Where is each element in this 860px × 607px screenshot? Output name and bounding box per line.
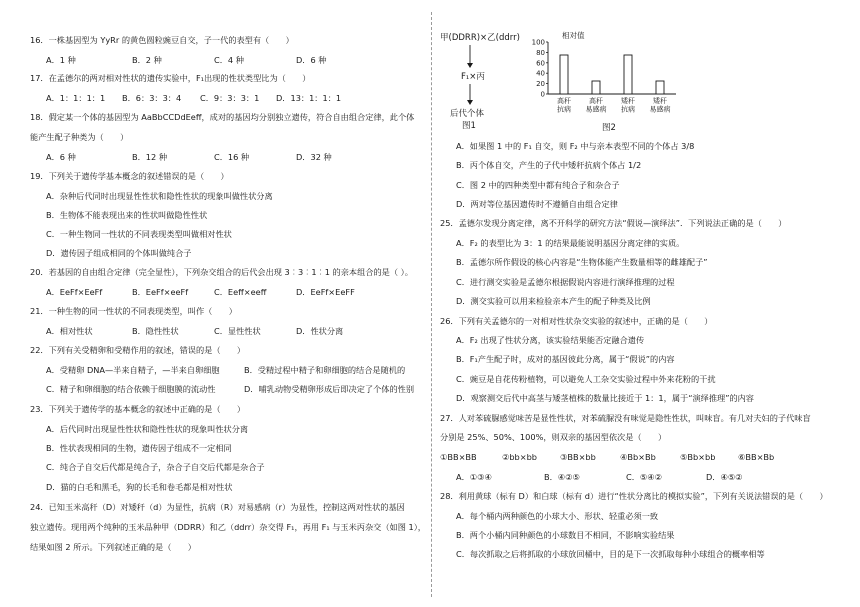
chart-category-label: 易感病 (649, 105, 671, 114)
q27-genotype-3: ③BB×bb (560, 452, 596, 462)
q17-option-b: B．6：3：3：4 (122, 93, 182, 103)
q19-option-a: A．杂种后代同时出现显性性状和隐性性状的现象叫做性状分离 (46, 191, 273, 201)
question-24-stem-line1: 24．已知玉米高秆（D）对矮秆（d）为显性，抗病（R）对易感病（r）为显性，控制这两对性状的基因 (30, 502, 405, 512)
question-18-stem-line1: 18．假定某一个体的基因型为 AaBbCCDdEeff，成对的基因均分别独立遗传，符合自由组合定律，此个体 (30, 112, 415, 122)
q27-genotype-6: ⑥BB×Bb (738, 452, 775, 462)
q20-option-a: A．EeFf×EeFf (46, 287, 103, 297)
question-21-stem: 21．一种生物的同一性状的不同表现类型，叫作（ ） (30, 306, 237, 316)
question-19-stem: 19．下列关于遗传学基本概念的叙述错误的是（ ） (30, 171, 229, 181)
question-27-stem-line1: 27．人对苯硫脲感觉味苦是显性性状，对苯硫脲没有味觉是隐性性状，叫味盲。有几对夫妇的子代味盲 (440, 413, 811, 423)
chart-caption: 图2 (602, 123, 616, 133)
question-28-stem: 28．利用黄球（标有 D）和白球（标有 d）进行“性状分离比的模拟实验”，下列有关说法错误的是（ ） (440, 491, 828, 501)
q27-option-b: B．④②⑤ (544, 472, 580, 482)
q24-option-c: C．图 2 中的四种类型中都有纯合子和杂合子 (456, 180, 620, 190)
q17-option-d: D．13：1：1：1 (276, 93, 342, 103)
question-18-stem-line2: 能产生配子种类为（ ） (30, 132, 129, 142)
q23-option-b: B．性状表现相同的生物，遗传因子组成不一定相同 (46, 443, 232, 453)
q21-option-d: D．性状分离 (296, 326, 344, 336)
q18-option-a: A．6 种 (46, 152, 76, 162)
q25-option-d: D．测交实验可以用来检验亲本产生的配子种类及比例 (456, 296, 651, 306)
q21-option-a: A．相对性状 (46, 326, 93, 336)
fig1-offspring-label: 后代个体 (450, 109, 485, 119)
question-24-stem-line3: 结果如图 2 所示。下列叙述正确的是（ ） (30, 542, 196, 552)
chart-category-label: 高秆 (589, 97, 603, 105)
question-24-figure (440, 30, 680, 138)
fig1-arrowhead-1 (467, 63, 473, 68)
q16-option-a: A．1 种 (46, 55, 76, 65)
q27-genotype-1: ①BB×BB (440, 452, 477, 462)
fig1-cross-label: 甲(DDRR)×乙(ddrr) (440, 33, 520, 43)
q24-option-d: D．两对等位基因遗传时不遵循自由组合定律 (456, 199, 618, 209)
q26-option-c: C．豌豆是自花传粉植物，可以避免人工杂交实验过程中外来花粉的干扰 (456, 374, 716, 384)
q23-option-a: A．后代同时出现显性性状和隐性性状的现象叫性状分离 (46, 424, 249, 434)
q16-option-b: B．2 种 (132, 55, 162, 65)
question-17-stem: 17．在孟德尔的两对相对性状的遗传实验中，F₁出现的性状类型比为（ ） (30, 73, 311, 83)
question-27-stem-line2: 分别是 25%、50%、100%，则双亲的基因型依次是（ ） (440, 432, 667, 442)
fig1-caption: 图1 (462, 121, 476, 131)
q22-option-b: B．受精过程中精子和卵细胞的结合是随机的 (244, 365, 406, 375)
fig2-bar-chart (532, 30, 676, 133)
question-22-stem: 22．下列有关受精卵和受精作用的叙述，错误的是（ ） (30, 345, 246, 355)
chart-ytick-label: 20 (536, 80, 545, 89)
q19-option-d: D．遗传因子组成相同的个体叫做纯合子 (46, 248, 192, 258)
question-25-stem: 25．孟德尔发现分离定律，离不开科学的研究方法“假说—演绎法”．下列说法正确的是（ ） (440, 218, 787, 228)
q28-option-c: C．每次抓取之后将抓取的小球放回桶中，目的是下一次抓取每种小球组合的概率相等 (456, 549, 765, 559)
chart-ytick-label: 40 (536, 69, 545, 78)
fig1-f1-label: F₁×丙 (461, 72, 485, 82)
question-26-stem: 26．下列有关孟德尔的一对相对性状杂交实验的叙述中，正确的是（ ） (440, 316, 713, 326)
q22-option-c: C．精子和卵细胞的结合依赖于细胞膜的流动性 (46, 384, 216, 394)
fig1-arrowhead-2 (467, 100, 473, 105)
chart-ytick-label: 80 (536, 48, 545, 57)
column-divider (431, 12, 432, 597)
q19-option-b: B．生物体不能表现出来的性状叫做隐性性状 (46, 210, 208, 220)
q23-option-d: D．猫的白毛和黑毛，狗的长毛和卷毛都是相对性状 (46, 482, 233, 492)
q24-option-b: B．丙个体自交，产生的子代中矮秆抗病个体占 1/2 (456, 160, 642, 170)
q20-option-c: C．Eeff×eeff (214, 287, 267, 297)
q26-option-a: A．F₂ 出现了性状分离，该实验结果能否定融合遗传 (456, 335, 645, 345)
chart-category-label: 高秆 (557, 97, 571, 105)
chart-bar (592, 81, 600, 94)
chart-ytick-label: 0 (540, 90, 545, 99)
q21-option-c: C．显性性状 (214, 326, 261, 336)
q27-option-c: C．⑤④② (626, 472, 662, 482)
question-23-stem: 23．下列关于遗传学的基本概念的叙述中正确的是（ ） (30, 404, 246, 414)
chart-ylabel: 相对值 (562, 31, 585, 40)
q26-option-d: D．观察测交后代中高茎与矮茎植株的数量比接近于 1：1，属于“演绎推理”的内容 (456, 393, 754, 403)
q28-option-b: B．两个小桶内同种颜色的小球数目不相同，不影响实验结果 (456, 530, 675, 540)
q27-genotype-2: ②bb×bb (502, 452, 537, 462)
chart-category-label: 抗病 (557, 105, 571, 114)
q26-option-b: B．F₁产生配子时，成对的基因彼此分离，属于“假说”的内容 (456, 354, 675, 364)
q27-option-a: A．①③④ (456, 472, 492, 482)
q17-option-c: C．9：3：3：1 (200, 93, 260, 103)
q16-option-d: D．6 种 (296, 55, 327, 65)
q20-option-d: D．EeFf×EeFF (296, 287, 355, 297)
chart-category-label: 易感病 (585, 105, 607, 114)
chart-category-label: 矮秆 (653, 97, 667, 105)
q27-genotype-4: ④Bb×Bb (620, 452, 656, 462)
q22-option-d: D．哺乳动物受精卵形成后即决定了个体的性别 (244, 384, 415, 394)
chart-ytick-label: 100 (531, 38, 545, 47)
question-20-stem: 20．若基因的自由组合定律（完全显性），下列杂交组合的后代会出现 3︰3︰1︰1 的亲本组合的是（ ）。 (30, 267, 413, 277)
q25-option-b: B．孟德尔所作假设的核心内容是“生物体能产生数量相等的雌雄配子” (456, 257, 708, 267)
chart-bar (560, 55, 568, 94)
chart-category-label: 抗病 (621, 105, 635, 114)
chart-category-label: 矮秆 (621, 97, 635, 105)
q27-genotype-5: ⑤Bb×bb (680, 452, 716, 462)
q25-option-a: A．F₂ 的表型比为 3：1 的结果最能说明基因分离定律的实质。 (456, 238, 685, 248)
q25-option-c: C．进行测交实验是孟德尔根据假说内容进行演绎推理的过程 (456, 277, 675, 287)
q27-option-d: D．④⑤② (706, 472, 743, 482)
chart-bar (624, 55, 632, 94)
q22-option-a: A．受精卵 DNA—半来自精子，—半来自卵细胞 (46, 365, 220, 375)
q28-option-a: A．每个桶内两种颜色的小球大小、形状、轻重必须一致 (456, 511, 659, 521)
chart-bar (656, 81, 664, 94)
q21-option-b: B．隐性性状 (132, 326, 179, 336)
q18-option-b: B．12 种 (132, 152, 168, 162)
q18-option-d: D．32 种 (296, 152, 332, 162)
q24-option-a: A．如果图 1 中的 F₁ 自交，则 F₂ 中与亲本表型不同的个体占 3/8 (456, 141, 695, 151)
question-24-stem-line2: 独立遗传。现用两个纯种的玉米品种甲（DDRR）和乙（ddrr）杂交得 F₁，再用 F₁ 与玉米丙杂交（如图 1）， (30, 522, 426, 532)
q19-option-c: C．一种生物同一性状的不同表现类型叫做相对性状 (46, 229, 232, 239)
q17-option-a: A．1：1：1：1 (46, 93, 106, 103)
q23-option-c: C．纯合子自交后代都是纯合子，杂合子自交后代都是杂合子 (46, 462, 265, 472)
q20-option-b: B．EeFf×eeFf (132, 287, 189, 297)
question-16-stem: 16．一株基因型为 YyRr 的黄色圆粒豌豆自交，子一代的表型有（ ） (30, 35, 294, 45)
q16-option-c: C．4 种 (214, 55, 244, 65)
q18-option-c: C．16 种 (214, 152, 250, 162)
chart-ytick-label: 60 (536, 59, 545, 68)
